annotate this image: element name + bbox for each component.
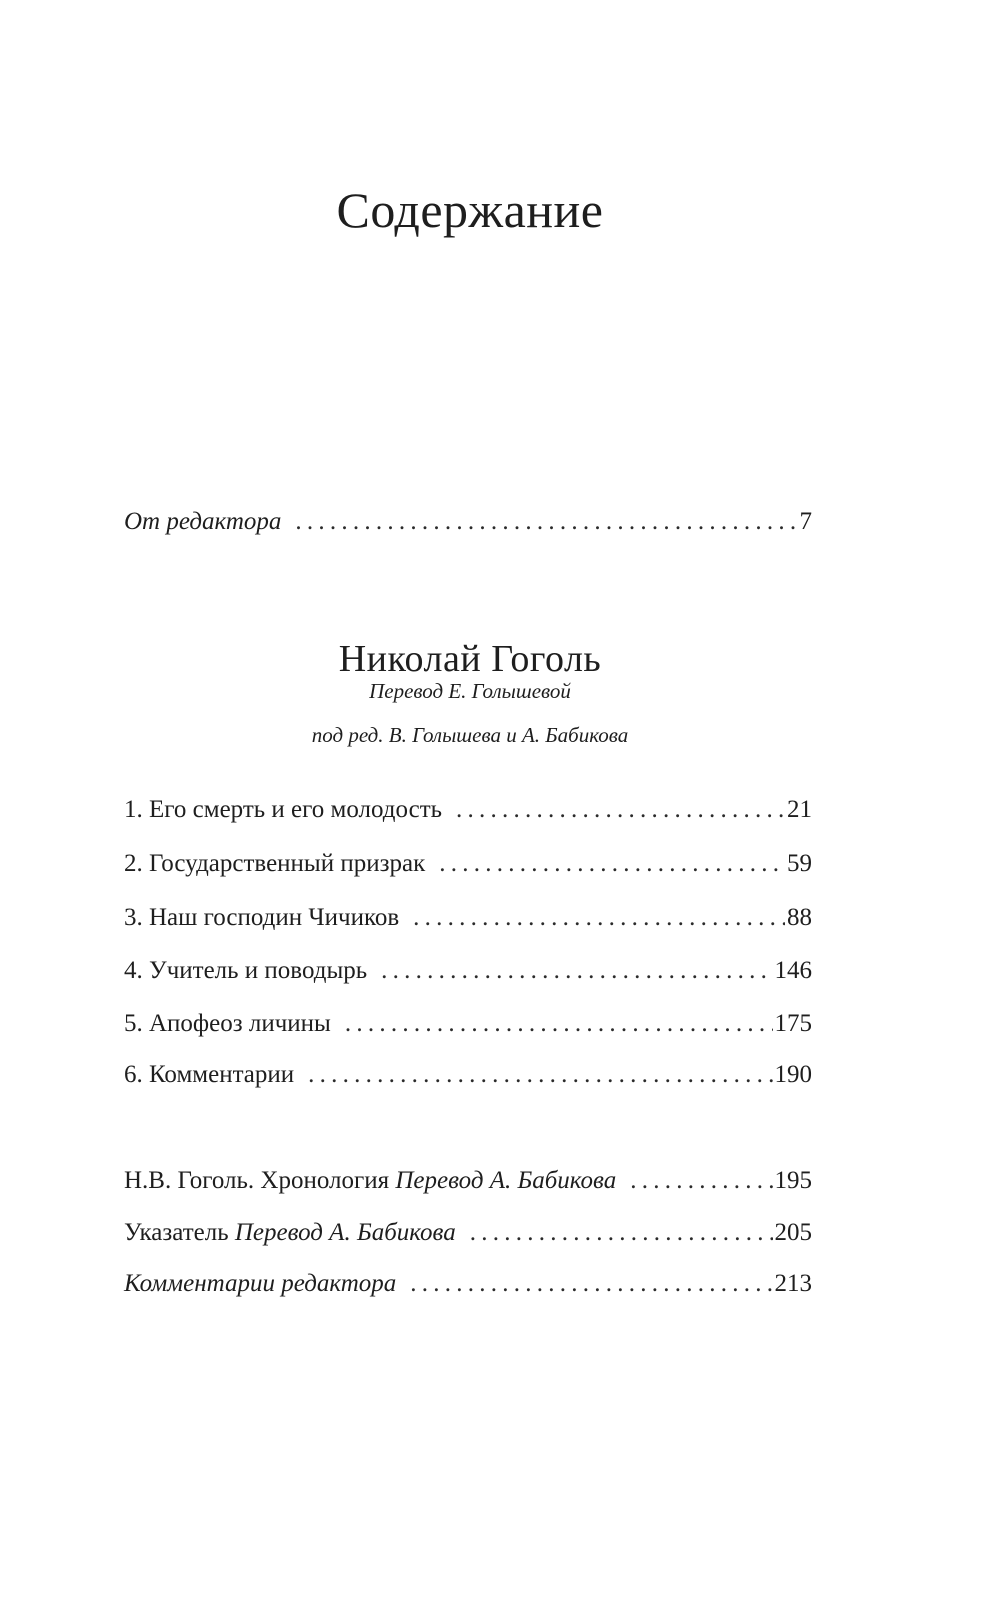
toc-entry-chronology[interactable] [124, 1166, 812, 1196]
toc-entry-index[interactable] [124, 1218, 812, 1248]
dot-leader [470, 1218, 773, 1248]
toc-entry-title: Указатель [124, 1219, 229, 1246]
toc-entry-page: 59 [787, 850, 812, 877]
page-title: Содержание [336, 182, 604, 238]
dot-leader [439, 849, 785, 879]
toc-entry-chapter-3[interactable] [124, 903, 812, 933]
section-author-heading: Николай Гоголь [338, 638, 602, 680]
section-edited-by: под ред. В. Голышева и А. Бабикова [311, 723, 629, 747]
toc-entry-chapter-5[interactable] [124, 1009, 812, 1039]
toc-entry-page: 146 [774, 957, 812, 984]
toc-entry-label: 5. Апофеоз личины [124, 1010, 331, 1037]
toc-entry-label: 2. Государственный призрак [124, 850, 426, 877]
toc-entry-label: Комментарии редактора [124, 1270, 397, 1297]
toc-entry-page: 213 [774, 1270, 812, 1297]
toc-entry-page: 21 [787, 796, 812, 823]
dot-leader [413, 903, 785, 933]
toc-entry-label: 1. Его смерть и его молодость [124, 796, 443, 823]
dot-leader [308, 1060, 772, 1090]
dot-leader [456, 795, 785, 825]
toc-entry-chapter-4[interactable] [124, 956, 812, 986]
dot-leader [630, 1166, 772, 1196]
toc-entry-label [124, 1218, 470, 1248]
toc-entry-label [124, 1166, 630, 1196]
toc-entry-label: 3. Наш господин Чичиков [124, 904, 400, 931]
toc-entry-page: 88 [787, 904, 812, 931]
dot-leader [345, 1009, 773, 1039]
toc-entry-page: 190 [774, 1061, 812, 1088]
toc-entry-chapter-6[interactable] [124, 1060, 812, 1090]
toc-entry-note: Перевод А. Бабикова [234, 1219, 456, 1246]
toc-entry-editor-notes[interactable] [124, 1269, 812, 1299]
toc-entry-page: 175 [774, 1010, 812, 1037]
toc-entry-title: Н.В. Гоголь. Хронология [124, 1167, 390, 1194]
section-translation: Перевод Е. Голышевой [369, 679, 571, 703]
toc-entry-label: От редактора [124, 508, 282, 535]
dot-leader [295, 507, 797, 537]
toc-entry-editor[interactable] [124, 507, 812, 537]
dot-leader [381, 956, 772, 986]
toc-entry-note: Перевод А. Бабикова [395, 1167, 617, 1194]
toc-entry-chapter-1[interactable] [124, 795, 812, 825]
toc-entry-label: 6. Комментарии [124, 1061, 295, 1088]
toc-entry-label: 4. Учитель и поводырь [124, 957, 368, 984]
dot-leader [410, 1269, 772, 1299]
toc-entry-page: 205 [774, 1219, 812, 1246]
toc-entry-page: 7 [799, 508, 812, 535]
toc-entry-chapter-2[interactable] [124, 849, 812, 879]
toc-entry-page: 195 [774, 1167, 812, 1194]
